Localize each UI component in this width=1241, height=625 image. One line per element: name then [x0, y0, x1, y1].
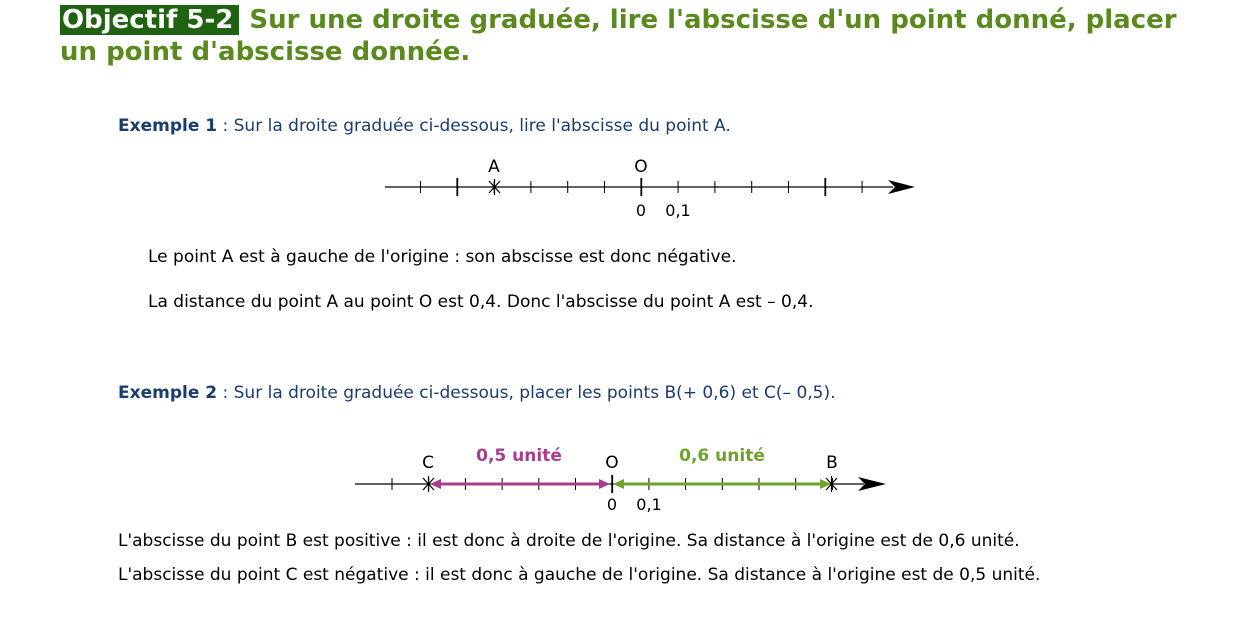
example2-heading — [118, 383, 836, 403]
origin-label-2: O — [605, 453, 619, 473]
point-b-label: B — [826, 453, 838, 473]
example1-label: Exemple 1 — [118, 116, 218, 136]
objective-badge: Objectif 5-2 — [60, 5, 239, 35]
tick-zero-label-2: 0 — [606, 495, 618, 514]
point-c-label: C — [422, 453, 434, 473]
right-distance-label: 0,6 unité — [679, 446, 765, 466]
number-line-2 — [355, 446, 886, 514]
distance-arrow-left — [430, 479, 610, 489]
example2-prompt: : Sur la droite graduée ci-dessous, placer les points B(+ 0,6) et C(– 0,5). — [217, 383, 836, 403]
number-line-1 — [385, 157, 915, 220]
example1-sentence1: Le point A est à gauche de l'origine : son abscisse est donc négative. — [148, 247, 737, 267]
example2-sentence1: L'abscisse du point B est positive : il est donc à droite de l'origine. Sa distance à l'origine est de 0,6 unité. — [118, 531, 1020, 551]
example2-sentence2: L'abscisse du point C est négative : il est donc à gauche de l'origine. Sa distance à l'origine est de 0,5 unité. — [118, 565, 1041, 585]
left-distance-label: 0,5 unité — [476, 446, 562, 466]
objective-title-text: Sur une droite graduée, lire l'abscisse d'un point donné, placer un point d'abscisse donnée. — [60, 5, 1177, 67]
example1-sentence2: La distance du point A au point O est 0,4. Donc l'abscisse du point A est – 0,4. — [148, 292, 814, 312]
tick-one-label-1: 0,1 — [665, 201, 691, 220]
origin-label-1: O — [634, 157, 648, 177]
point-a-label: A — [488, 157, 500, 177]
tick-zero-label-1: 0 — [635, 201, 647, 220]
example2-label: Exemple 2 — [118, 383, 218, 403]
tick-one-label-2: 0,1 — [636, 495, 662, 514]
example1-prompt: : Sur la droite graduée ci-dessous, lire l'abscisse du point A. — [217, 116, 731, 136]
